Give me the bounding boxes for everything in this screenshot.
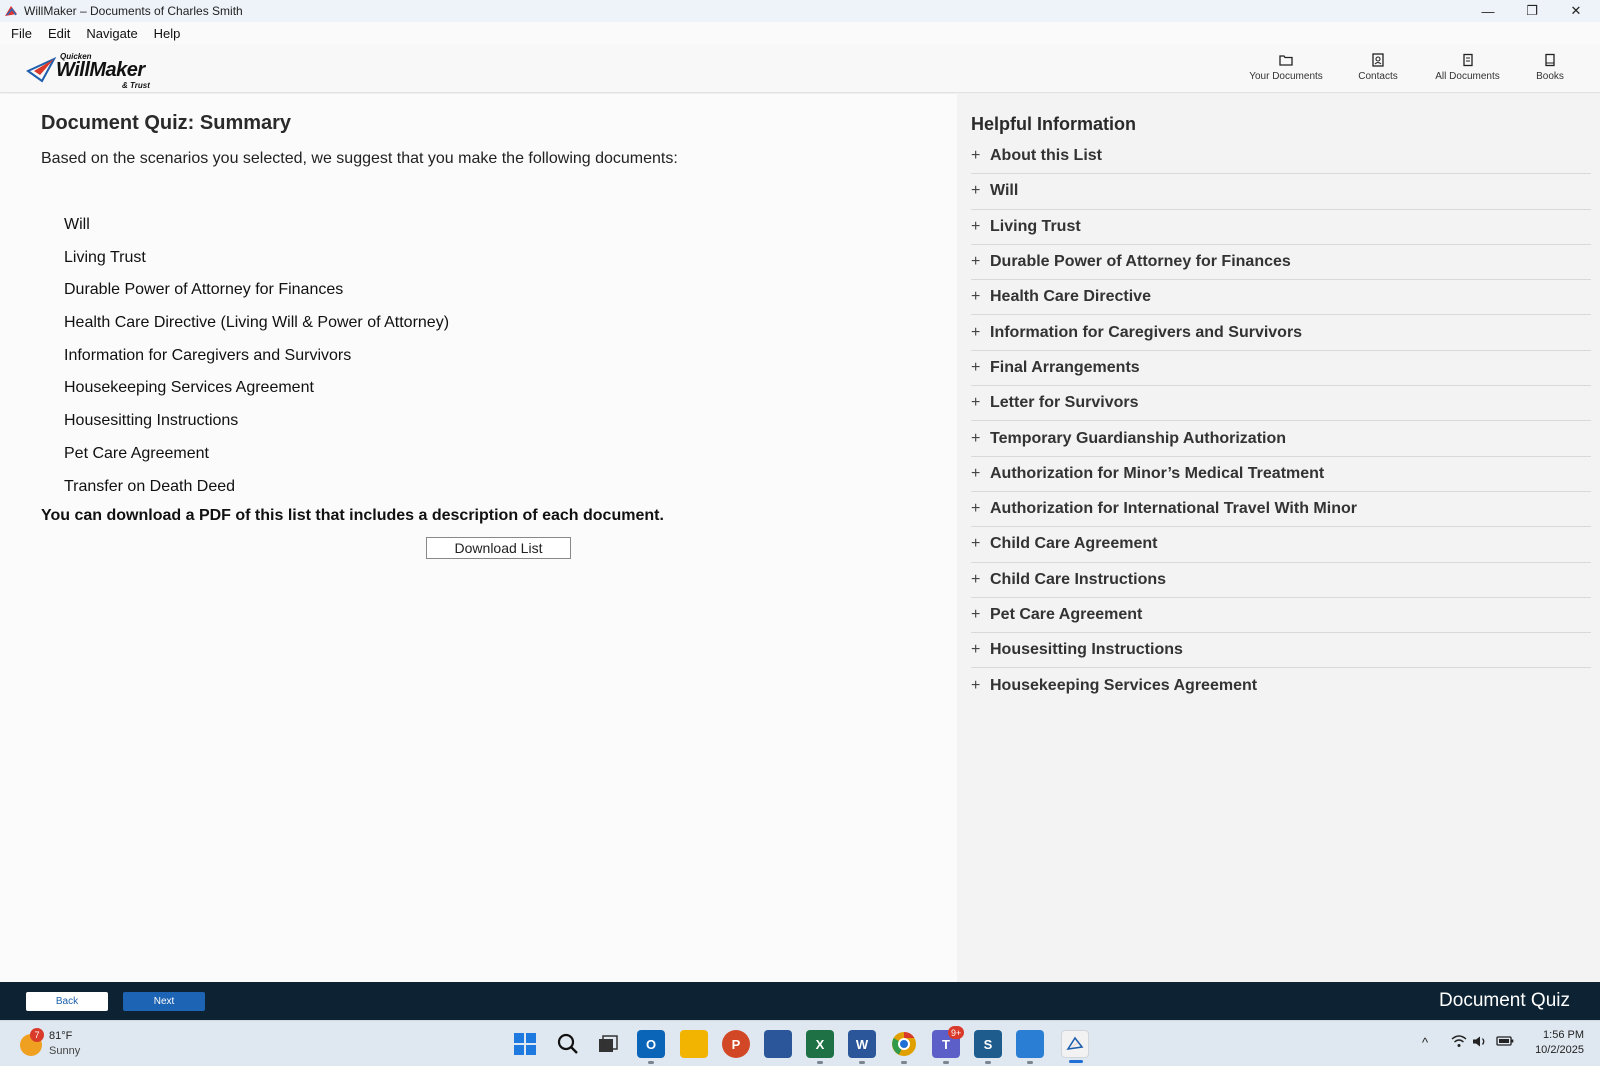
menu-edit[interactable]: Edit (47, 25, 71, 41)
expand-icon: + (971, 182, 981, 200)
folder-icon (1279, 53, 1293, 67)
nav-all-documents-label: All Documents (1435, 71, 1500, 82)
expand-icon: + (971, 500, 981, 518)
suggested-documents-list (64, 215, 449, 509)
accordion-item-pet-care-agreement[interactable] (971, 598, 1591, 633)
list-item: Housesitting Instructions (64, 412, 239, 430)
list-item: Health Care Directive (Living Will & Power of Attorney) (64, 314, 450, 332)
expand-icon: + (971, 429, 981, 447)
accordion-label: Temporary Guardianship Authorization (990, 429, 1287, 447)
app-s-glyph: S (983, 1036, 993, 1052)
expand-icon: + (971, 323, 981, 341)
restore-button[interactable]: ❐ (1526, 3, 1538, 18)
accordion-item-will[interactable] (971, 174, 1591, 209)
accordion-label: Health Care Directive (990, 288, 1151, 306)
logo-brand-text: WillMaker (56, 59, 145, 81)
battery-icon[interactable] (1496, 1035, 1514, 1050)
store-icon[interactable] (764, 1030, 792, 1058)
outlook-icon[interactable] (637, 1030, 665, 1058)
clock-time: 1:56 PM (1543, 1029, 1584, 1041)
accordion-item-child-care-instructions[interactable] (971, 563, 1591, 598)
page-title: Document Quiz: Summary (41, 112, 292, 134)
chrome-icon[interactable] (890, 1030, 918, 1058)
running-indicator (817, 1061, 823, 1064)
accordion-item-international-travel-minor[interactable] (971, 492, 1591, 527)
nav-all-documents[interactable] (1430, 53, 1505, 87)
willmaker-logo (26, 51, 166, 89)
nav-contacts[interactable] (1353, 53, 1403, 87)
expand-icon: + (971, 288, 981, 306)
system-clock[interactable] (1535, 1028, 1584, 1058)
window-title: WillMaker – Documents of Charles Smith (24, 4, 243, 18)
nav-contacts-label: Contacts (1358, 71, 1398, 82)
menu-bar (0, 22, 1600, 44)
expand-icon: + (971, 535, 981, 553)
nav-your-documents[interactable] (1246, 53, 1326, 87)
accordion-label: Living Trust (990, 217, 1081, 235)
minimize-button[interactable]: — (1481, 3, 1495, 19)
menu-file[interactable]: File (11, 25, 32, 41)
accordion-item-minors-medical-treatment[interactable] (971, 457, 1591, 492)
next-button[interactable]: Next (123, 992, 205, 1011)
nav-books[interactable] (1531, 53, 1569, 87)
taskbar (0, 1020, 1600, 1066)
expand-icon: + (971, 641, 981, 659)
willmaker-app-icon (4, 4, 18, 18)
accordion-label: Authorization for International Travel With Minor (990, 500, 1357, 518)
powerpoint-icon[interactable] (722, 1030, 750, 1058)
accordion-item-caregivers-survivors[interactable] (971, 315, 1591, 350)
expand-icon: + (971, 606, 981, 623)
list-item: Living Trust (64, 248, 146, 266)
accordion-item-child-care-agreement[interactable] (971, 527, 1591, 562)
accordion-label: Authorization for Minor’s Medical Treatment (990, 464, 1325, 482)
expand-icon: + (971, 147, 981, 165)
excel-glyph: X (815, 1036, 825, 1052)
helpful-information-panel (957, 94, 1600, 982)
tray-overflow-chevron[interactable]: ^ (1422, 1035, 1429, 1050)
back-button[interactable]: Back (26, 992, 108, 1011)
menu-help[interactable]: Help (153, 25, 181, 41)
excel-icon[interactable] (806, 1030, 834, 1058)
accordion-label: Pet Care Agreement (990, 606, 1143, 623)
windows-start-icon[interactable] (511, 1030, 539, 1058)
contact-card-icon (1371, 53, 1385, 67)
documents-icon (1461, 53, 1475, 67)
accordion-item-health-care-directive[interactable] (971, 280, 1591, 315)
current-section-label: Document Quiz (1439, 990, 1570, 1011)
search-icon[interactable] (554, 1030, 582, 1058)
nav-your-documents-label: Your Documents (1249, 71, 1323, 82)
list-item: Durable Power of Attorney for Finances (64, 281, 344, 299)
app-s-icon[interactable] (974, 1030, 1002, 1058)
file-explorer-icon[interactable] (680, 1030, 708, 1058)
close-button[interactable]: ✕ (1570, 3, 1582, 18)
powerpoint-glyph: P (731, 1036, 741, 1052)
weather-widget[interactable] (18, 1028, 98, 1062)
bottom-nav-bar (0, 982, 1600, 1020)
accordion-item-housekeeping-services[interactable] (971, 668, 1591, 703)
expand-icon: + (971, 677, 981, 695)
accordion-item-living-trust[interactable] (971, 210, 1591, 245)
accordion-label: Child Care Agreement (990, 535, 1158, 553)
list-item: Will (64, 216, 90, 233)
expand-icon: + (971, 253, 981, 271)
accordion-item-final-arrangements[interactable] (971, 351, 1591, 386)
running-indicator (859, 1061, 865, 1064)
app-header (0, 44, 1600, 93)
accordion-label: About this List (990, 147, 1102, 165)
running-indicator (943, 1061, 949, 1064)
accordion-label: Child Care Instructions (990, 570, 1167, 588)
title-bar (0, 0, 1600, 22)
clock-date: 10/2/2025 (1535, 1044, 1584, 1056)
expand-icon: + (971, 464, 981, 482)
book-icon (1543, 53, 1557, 67)
logo-mark-icon (26, 55, 58, 85)
weather-badge: 7 (30, 1028, 44, 1042)
volume-icon[interactable] (1472, 1035, 1488, 1051)
active-indicator (1069, 1060, 1083, 1063)
accordion-item-housesitting-instructions[interactable] (971, 633, 1591, 668)
list-item: Housekeeping Services Agreement (64, 379, 314, 397)
expand-icon: + (971, 217, 981, 235)
teams-glyph: T (942, 1036, 950, 1052)
accordion-label: Housekeeping Services Agreement (990, 677, 1258, 695)
logo-quicken-text: Quicken (60, 52, 92, 61)
help-accordion (971, 139, 1591, 704)
wifi-icon[interactable] (1451, 1035, 1467, 1051)
word-icon[interactable] (848, 1030, 876, 1058)
nav-books-label: Books (1536, 71, 1564, 82)
weather-condition: Sunny (49, 1045, 81, 1057)
running-indicator (901, 1061, 907, 1064)
menu-navigate[interactable]: Navigate (86, 25, 138, 41)
list-item: Transfer on Death Deed (64, 477, 236, 495)
willmaker-taskbar-icon[interactable] (1061, 1030, 1089, 1058)
app-pinned-icon[interactable] (1016, 1030, 1044, 1058)
weather-temp: 81°F (49, 1030, 73, 1042)
running-indicator (1027, 1061, 1033, 1064)
download-list-button[interactable]: Download List (426, 537, 571, 559)
task-view-icon[interactable] (594, 1030, 622, 1058)
expand-icon: + (971, 358, 981, 376)
list-item: Pet Care Agreement (64, 444, 209, 462)
pdf-note: You can download a PDF of this list that includes a description of each document. (41, 507, 664, 524)
running-indicator (648, 1061, 654, 1064)
accordion-item-about-this-list[interactable] (971, 139, 1591, 174)
accordion-label: Letter for Survivors (990, 394, 1139, 412)
main-content (0, 94, 957, 982)
help-panel-title: Helpful Information (971, 114, 1136, 134)
logo-sub-text: & Trust (122, 81, 150, 90)
running-indicator (985, 1061, 991, 1064)
accordion-item-durable-poa-finances[interactable] (971, 245, 1591, 280)
accordion-label: Durable Power of Attorney for Finances (990, 253, 1291, 271)
accordion-label: Housesitting Instructions (990, 641, 1183, 659)
intro-text: Based on the scenarios you selected, we suggest that you make the following documents: (41, 150, 678, 167)
accordion-label: Will (990, 182, 1019, 200)
word-glyph: W (855, 1036, 869, 1052)
accordion-label: Information for Caregivers and Survivors (990, 323, 1303, 341)
teams-notification-badge: 9+ (948, 1026, 964, 1039)
accordion-item-letter-for-survivors[interactable] (971, 386, 1591, 421)
accordion-item-temporary-guardianship[interactable] (971, 421, 1591, 456)
accordion-label: Final Arrangements (990, 358, 1140, 376)
expand-icon: + (971, 570, 981, 588)
list-item: Information for Caregivers and Survivors (64, 346, 352, 364)
outlook-glyph: O (645, 1036, 657, 1052)
expand-icon: + (971, 394, 981, 412)
